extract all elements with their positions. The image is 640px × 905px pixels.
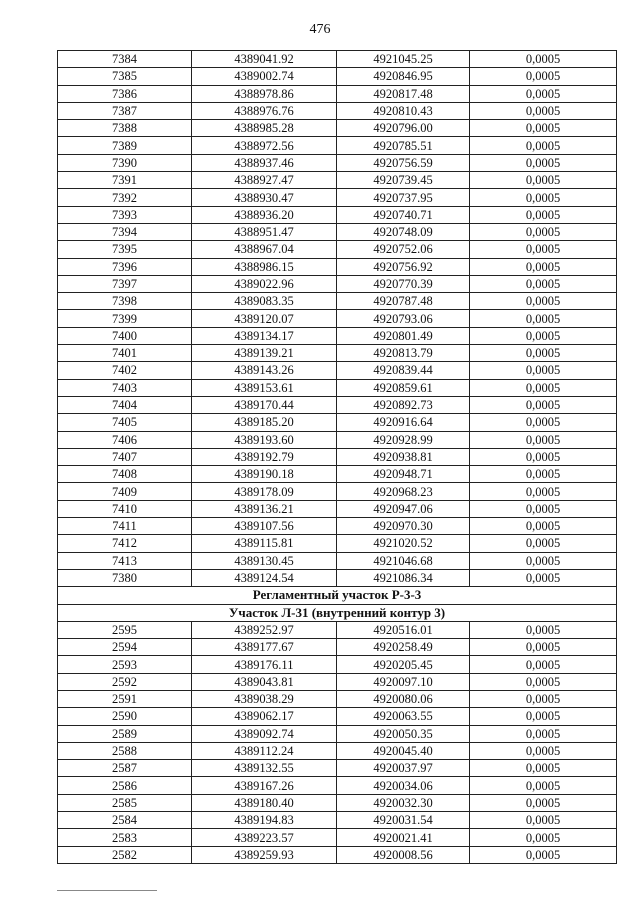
error-cell: 0,0005 xyxy=(470,85,617,102)
error-cell: 0,0005 xyxy=(470,829,617,846)
y-coordinate-cell: 4920756.59 xyxy=(337,154,470,171)
point-number-cell: 7408 xyxy=(58,466,192,483)
y-coordinate-cell: 4920928.99 xyxy=(337,431,470,448)
point-number-cell: 7386 xyxy=(58,85,192,102)
point-number-cell: 2592 xyxy=(58,673,192,690)
table-row xyxy=(58,708,617,725)
error-cell: 0,0005 xyxy=(470,518,617,535)
table-row xyxy=(58,362,617,379)
y-coordinate-cell: 4921086.34 xyxy=(337,569,470,586)
y-coordinate-cell: 4920787.48 xyxy=(337,293,470,310)
error-cell: 0,0005 xyxy=(470,708,617,725)
table-row xyxy=(58,223,617,240)
point-number-cell: 7405 xyxy=(58,414,192,431)
x-coordinate-cell: 4389083.35 xyxy=(192,293,337,310)
y-coordinate-cell: 4920970.30 xyxy=(337,518,470,535)
table-body-points-b xyxy=(58,621,617,863)
error-cell: 0,0005 xyxy=(470,431,617,448)
table-row xyxy=(58,535,617,552)
table-row xyxy=(58,448,617,465)
table-row xyxy=(58,137,617,154)
error-cell: 0,0005 xyxy=(470,293,617,310)
point-number-cell: 2584 xyxy=(58,812,192,829)
y-coordinate-cell: 4920752.06 xyxy=(337,241,470,258)
point-number-cell: 7396 xyxy=(58,258,192,275)
point-number-cell: 7407 xyxy=(58,448,192,465)
point-number-cell: 2590 xyxy=(58,708,192,725)
point-number-cell: 2589 xyxy=(58,725,192,742)
error-cell: 0,0005 xyxy=(470,725,617,742)
x-coordinate-cell: 4389178.09 xyxy=(192,483,337,500)
x-coordinate-cell: 4389002.74 xyxy=(192,68,337,85)
point-number-cell: 7403 xyxy=(58,379,192,396)
table-row xyxy=(58,466,617,483)
table-row xyxy=(58,68,617,85)
error-cell: 0,0005 xyxy=(470,552,617,569)
x-coordinate-cell: 4389107.56 xyxy=(192,518,337,535)
error-cell: 0,0005 xyxy=(470,535,617,552)
point-number-cell: 2594 xyxy=(58,639,192,656)
point-number-cell: 7397 xyxy=(58,275,192,292)
table-row xyxy=(58,241,617,258)
x-coordinate-cell: 4389223.57 xyxy=(192,829,337,846)
table-row xyxy=(58,725,617,742)
x-coordinate-cell: 4388978.86 xyxy=(192,85,337,102)
point-number-cell: 7387 xyxy=(58,102,192,119)
table-row xyxy=(58,673,617,690)
footer-divider xyxy=(57,890,157,891)
point-number-cell: 7385 xyxy=(58,68,192,85)
point-number-cell: 2583 xyxy=(58,829,192,846)
x-coordinate-cell: 4388930.47 xyxy=(192,189,337,206)
x-coordinate-cell: 4389259.93 xyxy=(192,846,337,863)
table-row xyxy=(58,639,617,656)
table-row xyxy=(58,396,617,413)
y-coordinate-cell: 4920097.10 xyxy=(337,673,470,690)
x-coordinate-cell: 4388976.76 xyxy=(192,102,337,119)
table-row xyxy=(58,345,617,362)
x-coordinate-cell: 4389134.17 xyxy=(192,327,337,344)
section-title: Регламентный участок Р-3-3 xyxy=(58,587,617,604)
coordinates-table xyxy=(57,50,617,864)
table-row xyxy=(58,85,617,102)
x-coordinate-cell: 4388967.04 xyxy=(192,241,337,258)
point-number-cell: 7395 xyxy=(58,241,192,258)
x-coordinate-cell: 4388951.47 xyxy=(192,223,337,240)
point-number-cell: 2593 xyxy=(58,656,192,673)
y-coordinate-cell: 4920748.09 xyxy=(337,223,470,240)
point-number-cell: 7394 xyxy=(58,223,192,240)
error-cell: 0,0005 xyxy=(470,172,617,189)
point-number-cell: 2588 xyxy=(58,742,192,759)
y-coordinate-cell: 4920948.71 xyxy=(337,466,470,483)
x-coordinate-cell: 4389153.61 xyxy=(192,379,337,396)
y-coordinate-cell: 4920739.45 xyxy=(337,172,470,189)
point-number-cell: 7388 xyxy=(58,120,192,137)
error-cell: 0,0005 xyxy=(470,656,617,673)
error-cell: 0,0005 xyxy=(470,846,617,863)
x-coordinate-cell: 4388972.56 xyxy=(192,137,337,154)
point-number-cell: 7401 xyxy=(58,345,192,362)
point-number-cell: 7392 xyxy=(58,189,192,206)
error-cell: 0,0005 xyxy=(470,189,617,206)
table-row xyxy=(58,829,617,846)
y-coordinate-cell: 4920037.97 xyxy=(337,760,470,777)
point-number-cell: 7402 xyxy=(58,362,192,379)
error-cell: 0,0005 xyxy=(470,569,617,586)
x-coordinate-cell: 4389112.24 xyxy=(192,742,337,759)
error-cell: 0,0005 xyxy=(470,275,617,292)
error-cell: 0,0005 xyxy=(470,241,617,258)
table-row xyxy=(58,656,617,673)
point-number-cell: 7412 xyxy=(58,535,192,552)
y-coordinate-cell: 4920008.56 xyxy=(337,846,470,863)
x-coordinate-cell: 4389177.67 xyxy=(192,639,337,656)
point-number-cell: 2591 xyxy=(58,690,192,707)
error-cell: 0,0005 xyxy=(470,777,617,794)
table-row xyxy=(58,518,617,535)
error-cell: 0,0005 xyxy=(470,310,617,327)
x-coordinate-cell: 4389185.20 xyxy=(192,414,337,431)
error-cell: 0,0005 xyxy=(470,500,617,517)
x-coordinate-cell: 4389252.97 xyxy=(192,621,337,638)
error-cell: 0,0005 xyxy=(470,206,617,223)
y-coordinate-cell: 4920205.45 xyxy=(337,656,470,673)
error-cell: 0,0005 xyxy=(470,154,617,171)
point-number-cell: 7399 xyxy=(58,310,192,327)
table-row xyxy=(58,120,617,137)
y-coordinate-cell: 4920968.23 xyxy=(337,483,470,500)
table-row xyxy=(58,777,617,794)
error-cell: 0,0005 xyxy=(470,102,617,119)
table-row xyxy=(58,206,617,223)
y-coordinate-cell: 4920938.81 xyxy=(337,448,470,465)
y-coordinate-cell: 4921020.52 xyxy=(337,535,470,552)
point-number-cell: 7389 xyxy=(58,137,192,154)
y-coordinate-cell: 4920021.41 xyxy=(337,829,470,846)
x-coordinate-cell: 4388936.20 xyxy=(192,206,337,223)
x-coordinate-cell: 4388927.47 xyxy=(192,172,337,189)
point-number-cell: 7406 xyxy=(58,431,192,448)
point-number-cell: 7410 xyxy=(58,500,192,517)
table-row xyxy=(58,690,617,707)
point-number-cell: 2585 xyxy=(58,794,192,811)
y-coordinate-cell: 4920839.44 xyxy=(337,362,470,379)
table-row xyxy=(58,293,617,310)
x-coordinate-cell: 4389193.60 xyxy=(192,431,337,448)
error-cell: 0,0005 xyxy=(470,396,617,413)
error-cell: 0,0005 xyxy=(470,760,617,777)
x-coordinate-cell: 4389180.40 xyxy=(192,794,337,811)
x-coordinate-cell: 4389136.21 xyxy=(192,500,337,517)
error-cell: 0,0005 xyxy=(470,223,617,240)
point-number-cell: 7398 xyxy=(58,293,192,310)
point-number-cell: 7391 xyxy=(58,172,192,189)
x-coordinate-cell: 4389143.26 xyxy=(192,362,337,379)
y-coordinate-cell: 4920737.95 xyxy=(337,189,470,206)
point-number-cell: 7393 xyxy=(58,206,192,223)
table-row xyxy=(58,189,617,206)
y-coordinate-cell: 4920796.00 xyxy=(337,120,470,137)
y-coordinate-cell: 4920817.48 xyxy=(337,85,470,102)
table-row xyxy=(58,483,617,500)
table-row xyxy=(58,102,617,119)
x-coordinate-cell: 4389170.44 xyxy=(192,396,337,413)
page-number: 476 xyxy=(309,22,331,37)
table-row xyxy=(58,154,617,171)
error-cell: 0,0005 xyxy=(470,345,617,362)
y-coordinate-cell: 4920770.39 xyxy=(337,275,470,292)
y-coordinate-cell: 4920740.71 xyxy=(337,206,470,223)
point-number-cell: 7409 xyxy=(58,483,192,500)
error-cell: 0,0005 xyxy=(470,258,617,275)
y-coordinate-cell: 4920031.54 xyxy=(337,812,470,829)
point-number-cell: 7400 xyxy=(58,327,192,344)
point-number-cell: 2595 xyxy=(58,621,192,638)
error-cell: 0,0005 xyxy=(470,794,617,811)
y-coordinate-cell: 4920892.73 xyxy=(337,396,470,413)
x-coordinate-cell: 4389043.81 xyxy=(192,673,337,690)
y-coordinate-cell: 4920080.06 xyxy=(337,690,470,707)
x-coordinate-cell: 4389130.45 xyxy=(192,552,337,569)
table-row xyxy=(58,552,617,569)
point-number-cell: 7384 xyxy=(58,51,192,68)
table-section-header xyxy=(58,587,617,622)
subsection-title: Участок Л-31 (внутренний контур 3) xyxy=(58,604,617,621)
section-title-row xyxy=(58,587,617,604)
error-cell: 0,0005 xyxy=(470,466,617,483)
y-coordinate-cell: 4921045.25 xyxy=(337,51,470,68)
table-row xyxy=(58,760,617,777)
y-coordinate-cell: 4920050.35 xyxy=(337,725,470,742)
x-coordinate-cell: 4389022.96 xyxy=(192,275,337,292)
y-coordinate-cell: 4920801.49 xyxy=(337,327,470,344)
y-coordinate-cell: 4920810.43 xyxy=(337,102,470,119)
error-cell: 0,0005 xyxy=(470,621,617,638)
table-row xyxy=(58,414,617,431)
point-number-cell: 2587 xyxy=(58,760,192,777)
table-row xyxy=(58,794,617,811)
error-cell: 0,0005 xyxy=(470,51,617,68)
error-cell: 0,0005 xyxy=(470,379,617,396)
x-coordinate-cell: 4389176.11 xyxy=(192,656,337,673)
error-cell: 0,0005 xyxy=(470,483,617,500)
table-row xyxy=(58,812,617,829)
y-coordinate-cell: 4920947.06 xyxy=(337,500,470,517)
error-cell: 0,0005 xyxy=(470,690,617,707)
x-coordinate-cell: 4389041.92 xyxy=(192,51,337,68)
error-cell: 0,0005 xyxy=(470,448,617,465)
x-coordinate-cell: 4389132.55 xyxy=(192,760,337,777)
point-number-cell: 2586 xyxy=(58,777,192,794)
point-number-cell: 7380 xyxy=(58,569,192,586)
table-row xyxy=(58,431,617,448)
error-cell: 0,0005 xyxy=(470,68,617,85)
y-coordinate-cell: 4920793.06 xyxy=(337,310,470,327)
table-row xyxy=(58,310,617,327)
error-cell: 0,0005 xyxy=(470,362,617,379)
point-number-cell: 7404 xyxy=(58,396,192,413)
x-coordinate-cell: 4389194.83 xyxy=(192,812,337,829)
error-cell: 0,0005 xyxy=(470,639,617,656)
subsection-title-row xyxy=(58,604,617,621)
table-row xyxy=(58,379,617,396)
y-coordinate-cell: 4920032.30 xyxy=(337,794,470,811)
error-cell: 0,0005 xyxy=(470,414,617,431)
table-body-points-a xyxy=(58,51,617,587)
y-coordinate-cell: 4920785.51 xyxy=(337,137,470,154)
table-row xyxy=(58,569,617,586)
y-coordinate-cell: 4920045.40 xyxy=(337,742,470,759)
y-coordinate-cell: 4920916.64 xyxy=(337,414,470,431)
point-number-cell: 2582 xyxy=(58,846,192,863)
y-coordinate-cell: 4920034.06 xyxy=(337,777,470,794)
x-coordinate-cell: 4389192.79 xyxy=(192,448,337,465)
point-number-cell: 7390 xyxy=(58,154,192,171)
x-coordinate-cell: 4389190.18 xyxy=(192,466,337,483)
x-coordinate-cell: 4388985.28 xyxy=(192,120,337,137)
x-coordinate-cell: 4388986.15 xyxy=(192,258,337,275)
x-coordinate-cell: 4389167.26 xyxy=(192,777,337,794)
x-coordinate-cell: 4389038.29 xyxy=(192,690,337,707)
error-cell: 0,0005 xyxy=(470,137,617,154)
table-row xyxy=(58,51,617,68)
y-coordinate-cell: 4920846.95 xyxy=(337,68,470,85)
y-coordinate-cell: 4920063.55 xyxy=(337,708,470,725)
y-coordinate-cell: 4920516.01 xyxy=(337,621,470,638)
error-cell: 0,0005 xyxy=(470,673,617,690)
table-row xyxy=(58,327,617,344)
error-cell: 0,0005 xyxy=(470,120,617,137)
y-coordinate-cell: 4921046.68 xyxy=(337,552,470,569)
error-cell: 0,0005 xyxy=(470,742,617,759)
x-coordinate-cell: 4389115.81 xyxy=(192,535,337,552)
y-coordinate-cell: 4920258.49 xyxy=(337,639,470,656)
table-row xyxy=(58,258,617,275)
y-coordinate-cell: 4920756.92 xyxy=(337,258,470,275)
x-coordinate-cell: 4388937.46 xyxy=(192,154,337,171)
x-coordinate-cell: 4389139.21 xyxy=(192,345,337,362)
table-row xyxy=(58,275,617,292)
table-row xyxy=(58,742,617,759)
x-coordinate-cell: 4389124.54 xyxy=(192,569,337,586)
point-number-cell: 7413 xyxy=(58,552,192,569)
y-coordinate-cell: 4920859.61 xyxy=(337,379,470,396)
table-row xyxy=(58,846,617,863)
x-coordinate-cell: 4389120.07 xyxy=(192,310,337,327)
x-coordinate-cell: 4389062.17 xyxy=(192,708,337,725)
table-row xyxy=(58,621,617,638)
error-cell: 0,0005 xyxy=(470,327,617,344)
table-row xyxy=(58,500,617,517)
y-coordinate-cell: 4920813.79 xyxy=(337,345,470,362)
point-number-cell: 7411 xyxy=(58,518,192,535)
x-coordinate-cell: 4389092.74 xyxy=(192,725,337,742)
table-row xyxy=(58,172,617,189)
error-cell: 0,0005 xyxy=(470,812,617,829)
